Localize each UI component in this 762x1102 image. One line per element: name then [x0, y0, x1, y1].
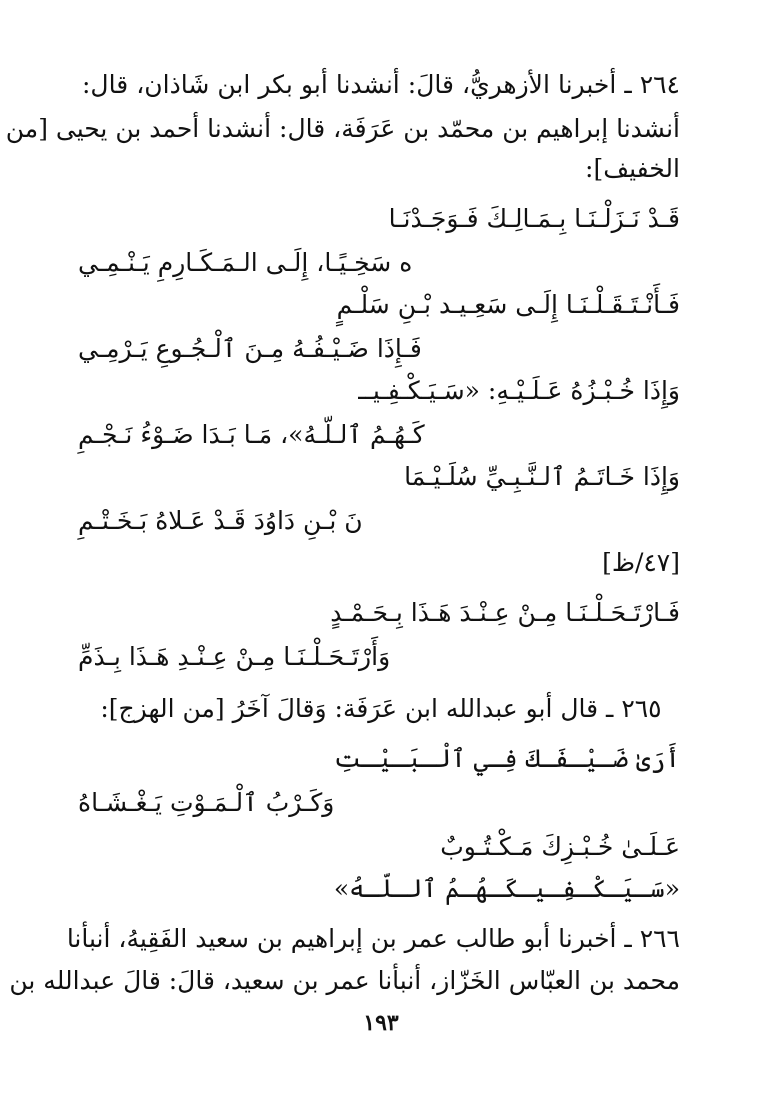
verse-line: وَإِذَا خُـبْـزُهُ عَـلَـيْـهِ: «سَـيَـكْـفِـيــ [358, 376, 680, 405]
text-line: ٢٦٥ ـ قال أبو عبدالله ابن عَرَفَة: وَقالَ آخَرُ [من الهزج]: [100, 694, 662, 723]
verse-line: قَـدْ نَـزَلْـنَـا بِـمَـالِـكَ فَـوَجَـدْنَـا [388, 204, 680, 233]
verse-line: عَـلَـىٰ خُـبْـزِكَ مَـكْـتُـوبٌ [440, 832, 680, 861]
verse-line: فَـارْتَـحَـلْـنَـا مِـنْ عِـنْـدَ هَـذَا بِـحَـمْـدٍ [330, 598, 680, 627]
verse-line: فَـإِذَا ضَـيْـفُـهُ مِـنَ ٱلْـجُـوعِ يَـرْمِـي [78, 334, 422, 363]
verse-line: وَأَرْتَـحَـلْـنَـا مِـنْ عِـنْـدِ هَـذَا بِـذَمِّ [78, 642, 391, 671]
text-line: ٢٦٦ ـ أخبرنا أبو طالب عمر بن إبراهيم بن سعيد الفَقِيهُ، أنبأنا [66, 924, 680, 953]
text-line: محمد بن العبّاس الخَزّاز، أنبأنا عمر بن سعيد، قالَ: قالَ عبدالله بن [9, 966, 680, 995]
verse-line: أَرَىٰ ضَـيْـفَـكَ فِـي ٱلْـبَـيْـتِ [333, 744, 680, 773]
verse-line: وَإِذَا خَـاتَـمُ ٱلـنَّـبِـيِّ سُلَـيْـمَا [404, 462, 680, 491]
text-line: أنشدنا إبراهيم بن محمّد بن عَرَفَة، قال: أنشدنا أحمد بن يحيى [من [5, 114, 680, 143]
page-number: ١٩٣ [363, 1010, 399, 1036]
verse-line: نَ بْـنِ دَاوُدَ قَـدْ عَـلاهُ بَـخَـتْـمِ [78, 506, 363, 535]
text-line: الخفيف]: [585, 154, 680, 183]
verse-line: فَـأَنْـتَـقَـلْـنَـا إِلَـى سَعِـيـد بْـنِ سَلْـمٍ [336, 290, 680, 319]
text-line: ٢٦٤ ـ أخبرنا الأزهريُّ، قالَ: أنشدنا أبو بكر ابن شَاذان، قال: [82, 70, 680, 99]
verse-line: كَـهُـمُ ٱلـلّـهُ»، مَـا بَـدَا ضَـوْءُ نَـجْـمِ [78, 420, 425, 449]
verse-line: «سَـيَـكْـفِـيـكَـهُـمُ ٱلـلّـهُ» [333, 874, 680, 903]
verse-line: وَكَـرْبُ ٱلْـمَـوْتِ يَـغْـشَـاهُ [78, 788, 335, 817]
folio-marker: [٤٧/ظ] [602, 548, 680, 577]
verse-line: ه سَخِـيًـا، إِلَـى الـمَـكَـارِمِ يَـنْـمِـي [78, 248, 413, 277]
